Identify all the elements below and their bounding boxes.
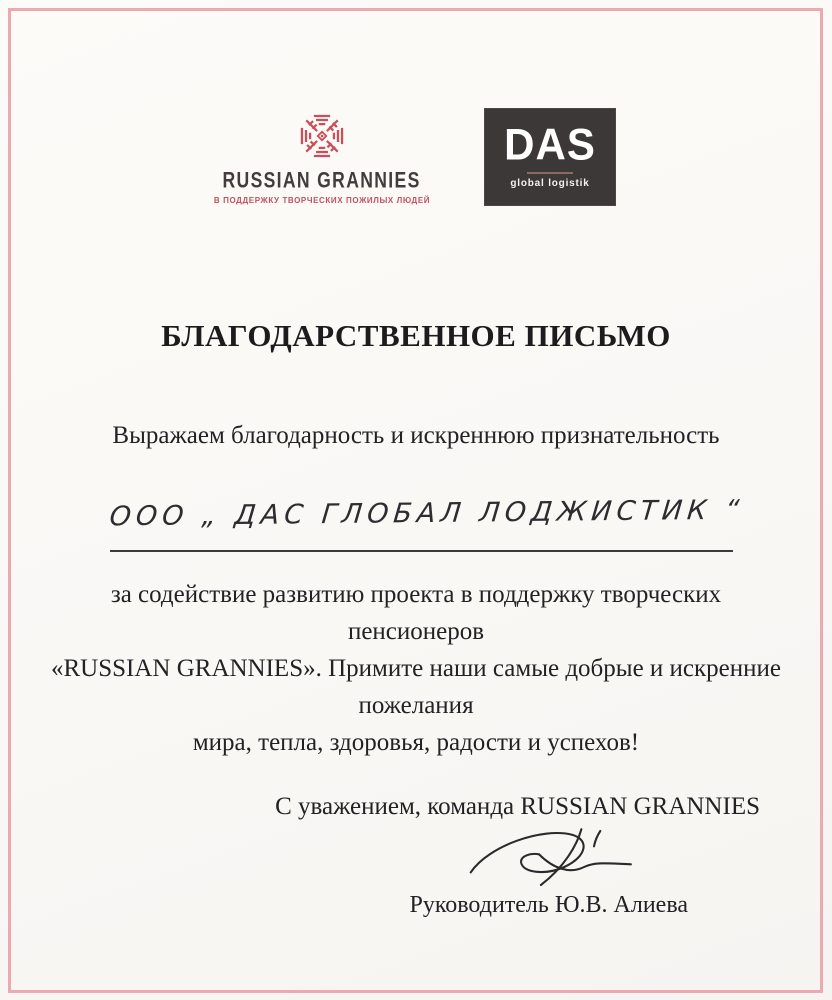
russian-grannies-wordmark: RUSSIAN GRANNIES [222,168,422,194]
handwritten-signature [462,822,672,894]
signer-caption: Руководитель Ю.В. Алиева [409,892,688,918]
letter-body [46,576,786,761]
recipient-handwritten-name: ООО „ ДАС ГЛОБАЛ ЛОДЖИСТИК “ [108,494,746,533]
letter-body-line: мира, тепла, здоровья, радости и успехов! [192,729,640,756]
closing-line: С уважением, команда RUSSIAN GRANNIES [275,793,760,820]
letter-body-line: за содействие развитию проекта в поддержку творческих пенсионеров [110,581,722,645]
russian-grannies-tagline: В ПОДДЕРЖКУ ТВОРЧЕСКИХ ПОЖИЛЫХ ЛЮДЕЙ [213,196,431,205]
das-logo-divider [527,172,573,174]
recipient-underline [108,494,746,552]
letter-intro: Выражаем благодарность и искреннюю признательность [112,422,720,449]
folk-ornament-icon [296,108,348,164]
das-subtitle: global logistik [510,178,590,189]
das-wordmark: DAS [504,119,596,170]
letter-body-line: «RUSSIAN GRANNIES». Примите наши самые добрые и искренние пожелания [51,655,781,719]
russian-grannies-logo [213,108,431,205]
das-logo [485,109,615,205]
letter-title: БЛАГОДАРСТВЕННОЕ ПИСЬМО [161,318,671,353]
header-logos [0,108,832,205]
